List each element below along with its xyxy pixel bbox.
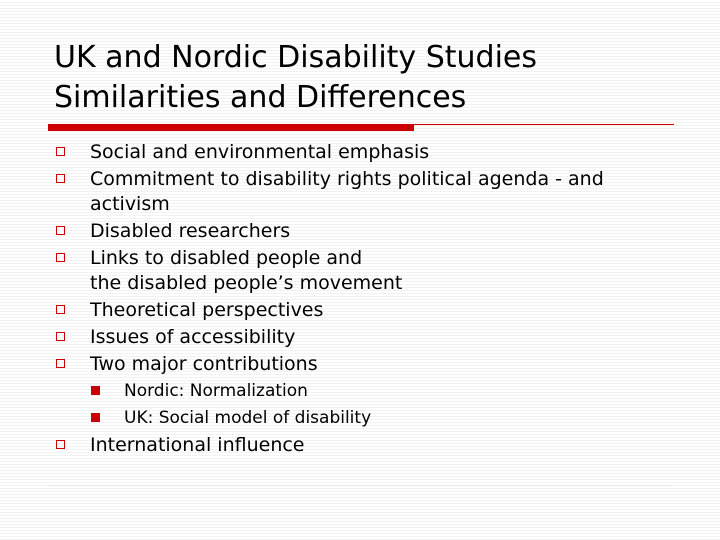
list-item [54,140,674,165]
list-item [54,167,674,217]
title-underline-thin [414,124,674,125]
hollow-square-icon [56,253,65,262]
bullet-text: Theoretical perspectives [90,299,324,321]
filled-square-icon [91,413,100,422]
bullet-text: Links to disabled people and [90,247,363,269]
footer-divider [48,485,672,486]
bullet-list [54,140,674,460]
list-item-continuation [54,271,674,296]
hollow-square-icon [56,305,65,314]
slide-title-line-1: UK and Nordic Disability Studies [54,40,537,75]
list-item [54,246,674,271]
bullet-text: Disabled researchers [90,220,291,242]
bullet-text: International influence [90,434,305,456]
list-item [54,325,674,350]
bullet-text: Two major contributions [90,353,318,375]
bullet-text: the disabled people’s movement [90,272,403,294]
hollow-square-icon [56,174,65,183]
sub-list-item [54,379,674,403]
sub-bullet-text: Nordic: Normalization [124,381,308,401]
bullet-text: Social and environmental emphasis [90,141,430,163]
hollow-square-icon [56,226,65,235]
slide-title [54,38,694,118]
hollow-square-icon [56,332,65,341]
slide-title-line-2: Similarities and Differences [54,80,467,115]
hollow-square-icon [56,359,65,368]
hollow-square-icon [56,147,65,156]
hollow-square-icon [56,440,65,449]
bullet-text: Commitment to disability rights political agenda - and activism [90,168,604,215]
title-underline-thick [48,124,414,131]
filled-square-icon [91,386,100,395]
sub-list-item [54,406,674,430]
bullet-text: Issues of accessibility [90,326,296,348]
list-item [54,433,674,458]
list-item [54,219,674,244]
sub-bullet-text: UK: Social model of disability [124,408,372,428]
list-item [54,352,674,377]
list-item [54,298,674,323]
